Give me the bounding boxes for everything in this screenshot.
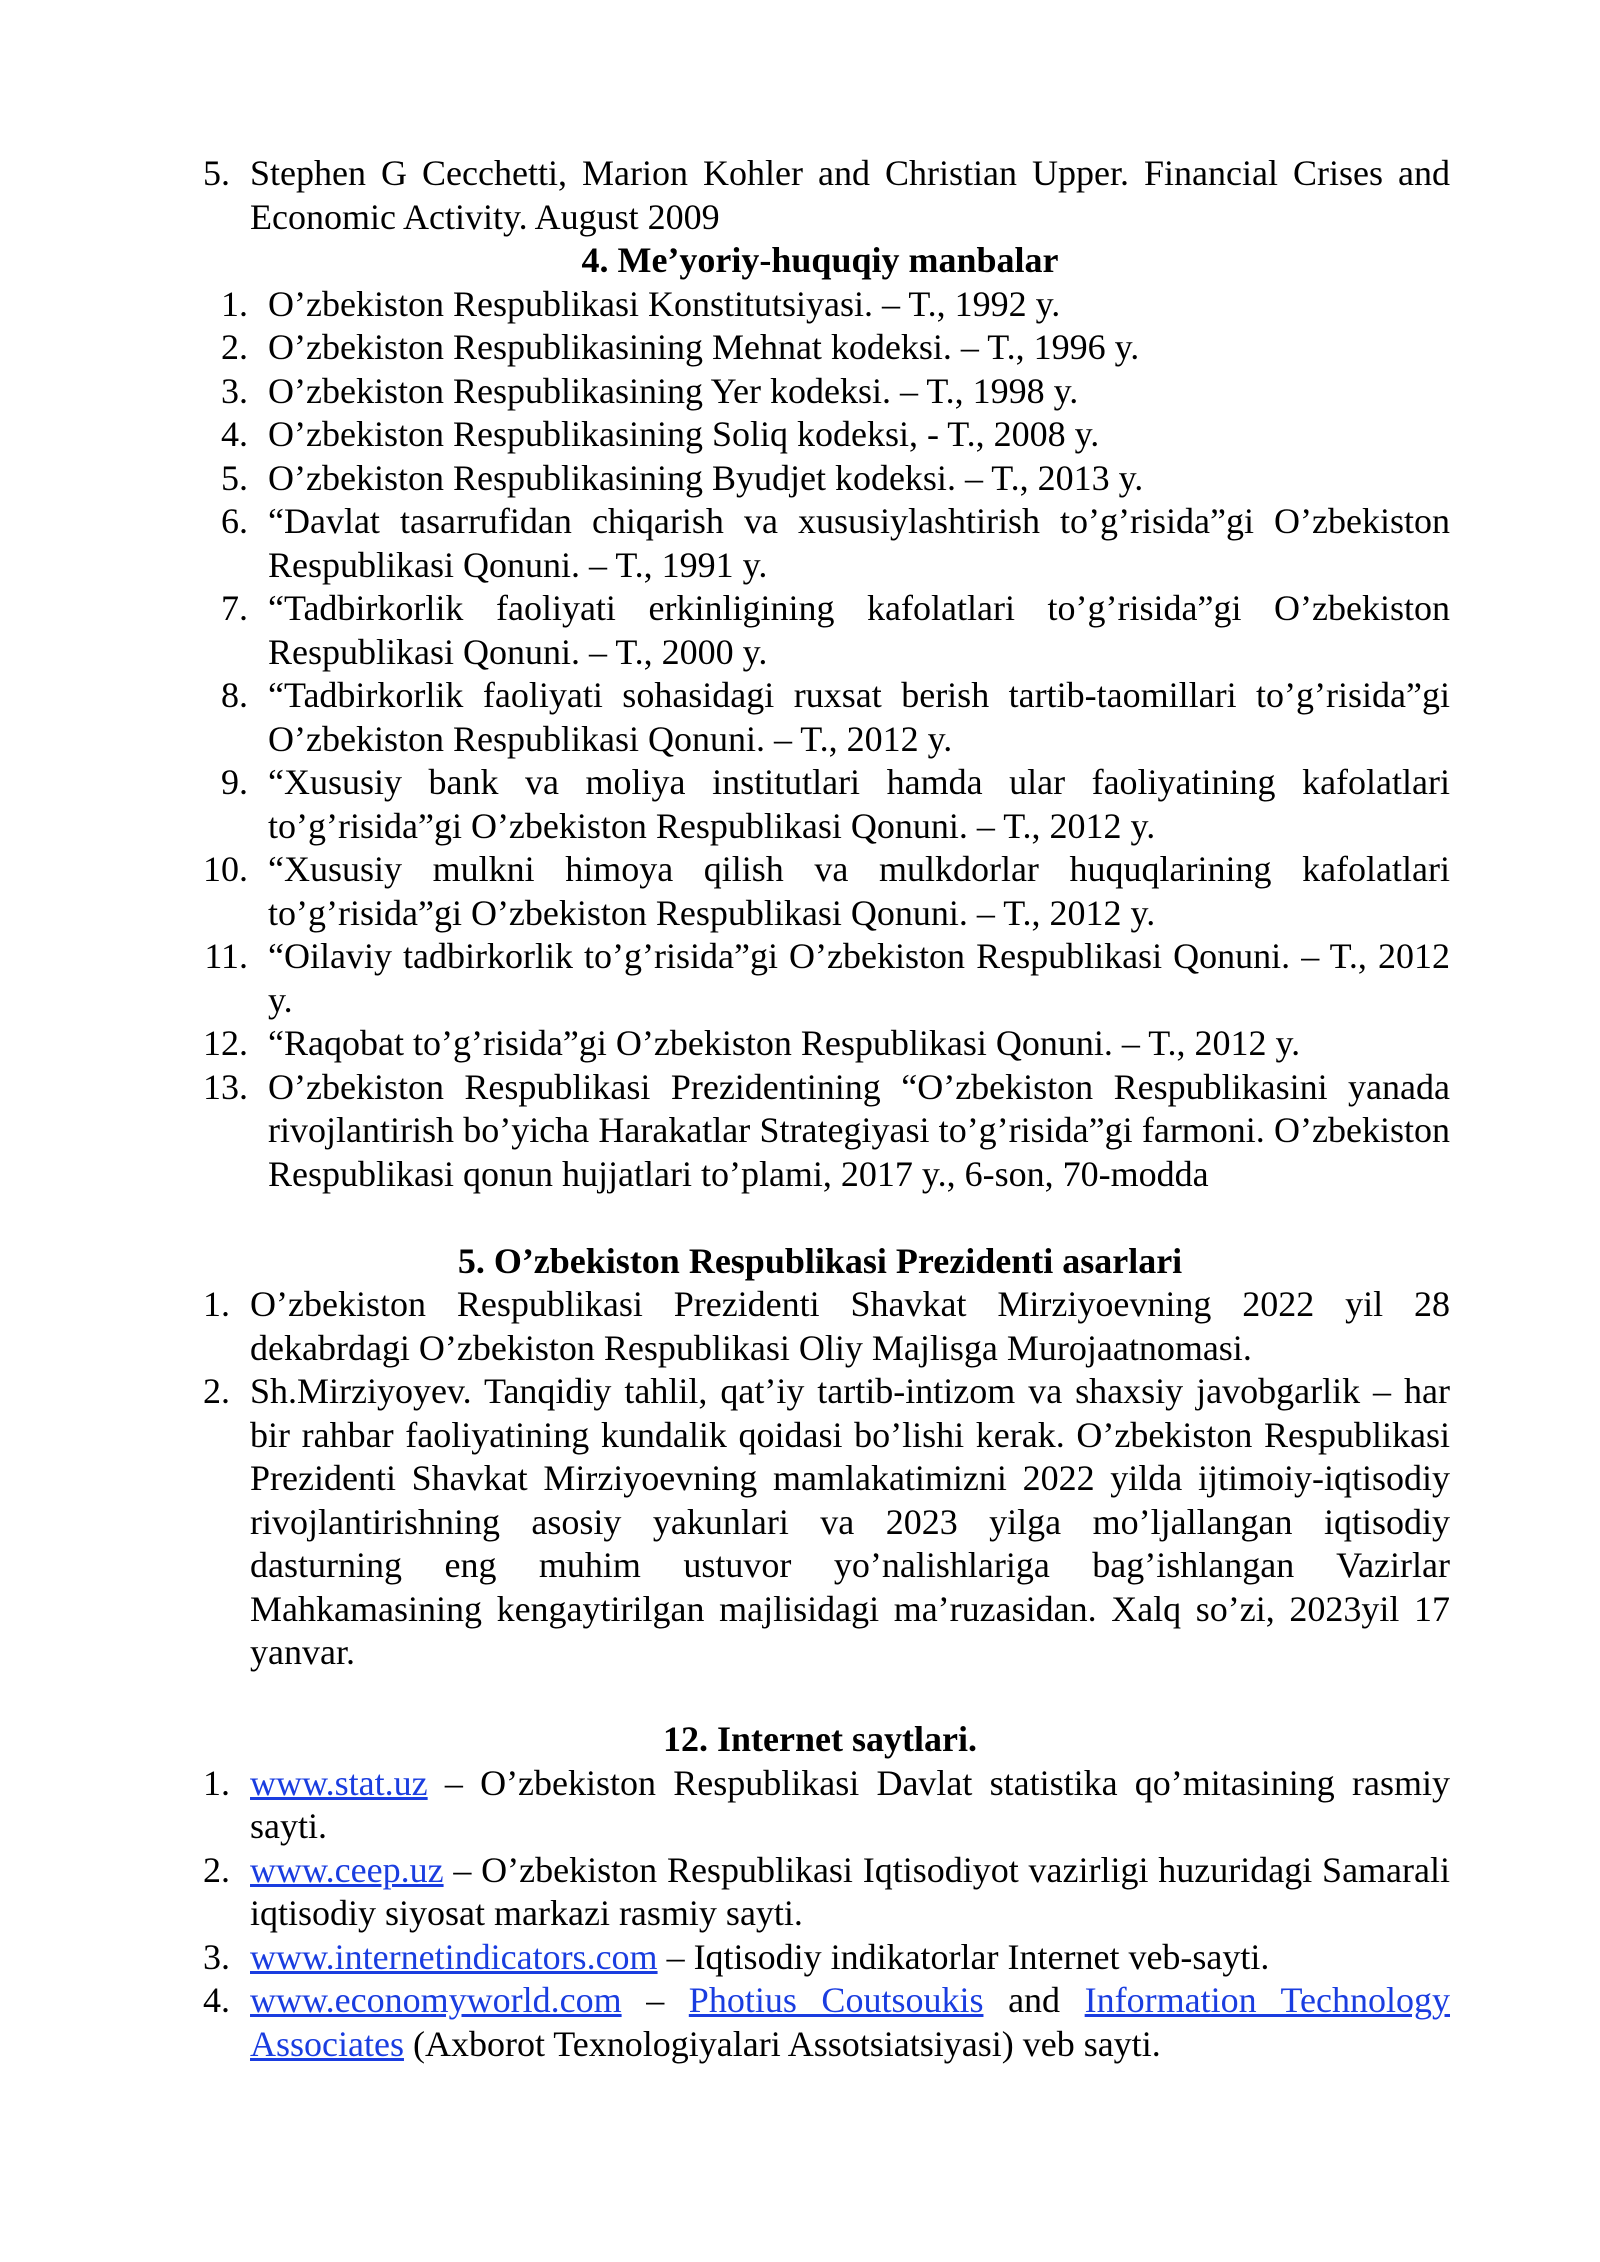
list-item xyxy=(190,1849,1450,1936)
list-number: 3. xyxy=(221,370,248,411)
list-number: 5. xyxy=(203,153,230,193)
list-item xyxy=(190,413,1450,457)
list-text: O’zbekiston Respublikasining Yer kodeksi. – T., 1998 y. xyxy=(268,370,1079,411)
list-item xyxy=(190,283,1450,327)
list-number: 9. xyxy=(221,762,248,802)
list-text: – O’zbekiston Respublikasi Iqtisodiyot vazirligi huzuridagi Samarali iqtisodiy siyosat markazi rasmiy sayti. xyxy=(250,1849,1450,1933)
list-text: Stephen G Cecchetti, Marion Kohler and Christian Upper. Financial Crises and Economic Activity. August 2009 xyxy=(250,153,1450,237)
spacer xyxy=(190,1196,1450,1240)
website-link[interactable]: www.ceep.uz xyxy=(250,1849,444,1890)
list-text: Sh.Mirziyoyev. Tanqidiy tahlil, qat’iy tartib-intizom va shaxsiy javobgarlik – har bir rahbar faoliyatining kundalik qoidasi bo’lishi kerak. O’zbekiston Respublikasi Prezidenti Shavkat Mirziyoevning mamlakatimizni 2022 yilda ijtimoiy-iqtisodiy rivojlantirishning asosiy yakunlari va 2023 yilga mo’ljallangan iqtisodiy dasturning eng muhim ustuvor yo’nalishlariga bag’ishlangan Vazirlar Mahkamasining kengaytirilgan majlisidagi ma’ruzasidan. Xalq so’zi, 2023yil 17 yanvar. xyxy=(250,1371,1450,1672)
list-number: 1. xyxy=(221,283,248,324)
list-number: 3. xyxy=(203,1936,230,1977)
list-text: O’zbekiston Respublikasining Soliq kodeksi, - T., 2008 y. xyxy=(268,414,1100,454)
list-item xyxy=(190,326,1450,370)
list-item xyxy=(190,587,1450,674)
list-text: O’zbekiston Respublikasi Prezidenti Shavkat Mirziyoevning 2022 yil 28 dekabrdagi O’zbekiston Respublikasi Oliy Majlisga Murojaatnomasi. xyxy=(250,1284,1450,1368)
list-text: O’zbekiston Respublikasi Prezidentining “O’zbekiston Respublikasini yanada rivojlantirish bo’yicha Harakatlar Strategiyasi to’g’risida”gi farmoni. O’zbekiston Respublikasi qonun hujjatlari to’plami, 2017 y., 6-son, 70-modda xyxy=(268,1066,1450,1194)
author-link[interactable]: Photius Coutsoukis xyxy=(688,1980,984,2020)
list-text: “Xususiy mulkni himoya qilish va mulkdorlar huquqlarining kafolatlari to’g’risida”gi O’zbekiston Respublikasi Qonuni. – T., 2012 y. xyxy=(268,849,1450,933)
list-number: 10. xyxy=(203,849,248,889)
list-number: 2. xyxy=(203,1371,230,1411)
list-item xyxy=(190,1370,1450,1675)
list-text: – O’zbekiston Respublikasi Davlat statistika qo’mitasining rasmiy sayti. xyxy=(250,1762,1450,1846)
list-item xyxy=(190,500,1450,587)
list-item xyxy=(190,1283,1450,1370)
list-text: “Tadbirkorlik faoliyati erkinligining kafolatlari to’g’risida”gi O’zbekiston Respublikasi Qonuni. – T., 2000 y. xyxy=(268,588,1450,672)
list-item xyxy=(190,1022,1450,1066)
list-item xyxy=(190,370,1450,414)
list-number: 2. xyxy=(221,327,248,367)
list-text: O’zbekiston Respublikasining Mehnat kodeksi. – T., 1996 y. xyxy=(268,327,1140,367)
list-number: 5. xyxy=(221,457,248,498)
list-number: 6. xyxy=(221,501,248,541)
list-number: 8. xyxy=(221,675,248,715)
list-item xyxy=(190,152,1450,239)
section-heading: 4. Me’yoriy-huquqiy manbalar xyxy=(581,240,1059,280)
list-text: “Tadbirkorlik faoliyati sohasidagi ruxsat berish tartib-taomillari to’g’risida”gi O’zbekiston Respublikasi Qonuni. – T., 2012 y. xyxy=(268,675,1450,759)
list-number: 11. xyxy=(204,936,248,976)
list-text: “Oilaviy tadbirkorlik to’g’risida”gi O’zbekiston Respublikasi Qonuni. – T., 2012 y. xyxy=(268,936,1450,1020)
list-text: “Davlat tasarrufidan chiqarish va xususiylashtirish to’g’risida”gi O’zbekiston Respublikasi Qonuni. – T., 1991 y. xyxy=(268,501,1450,585)
list-number: 12. xyxy=(203,1023,248,1063)
list-number: 13. xyxy=(203,1066,248,1107)
list-item xyxy=(190,1762,1450,1849)
list-item xyxy=(190,674,1450,761)
website-link[interactable]: www.economyworld.com xyxy=(250,1980,622,2020)
list-text: – Iqtisodiy indikatorlar Internet veb-sayti. xyxy=(657,1936,1270,1977)
list-number: 4. xyxy=(203,1980,230,2020)
list-item xyxy=(190,848,1450,935)
section-heading: 12. Internet saytlari. xyxy=(663,1719,977,1759)
list-text: “Raqobat to’g’risida”gi O’zbekiston Respublikasi Qonuni. – T., 2012 y. xyxy=(268,1023,1301,1063)
list-number: 4. xyxy=(221,414,248,454)
separator-text: – xyxy=(621,1980,689,2020)
list-text: “Xususiy bank va moliya institutlari hamda ular faoliyatining kafolatlari to’g’risida”gi O’zbekiston Respublikasi Qonuni. – T., 2012 y. xyxy=(268,762,1450,846)
section-heading: 5. O’zbekiston Respublikasi Prezidenti asarlari xyxy=(457,1240,1183,1281)
page-content xyxy=(190,152,1450,2066)
list-number: 1. xyxy=(203,1762,230,1803)
list-text: O’zbekiston Respublikasining Byudjet kodeksi. – T., 2013 y. xyxy=(268,457,1144,498)
list-item xyxy=(190,457,1450,501)
list-text: (Axborot Texnologiyalari Assotsiatsiyasi) veb sayti. xyxy=(403,2023,1161,2064)
list-number: 1. xyxy=(203,1284,230,1324)
website-link[interactable]: www.stat.uz xyxy=(250,1762,428,1803)
list-item xyxy=(190,761,1450,848)
spacer xyxy=(190,1675,1450,1719)
list-item xyxy=(190,1936,1450,1980)
website-link[interactable]: www.internetindicators.com xyxy=(250,1936,658,1977)
list-item xyxy=(190,1066,1450,1197)
list-item xyxy=(190,935,1450,1022)
list-item xyxy=(190,1979,1450,2066)
separator-text: and xyxy=(983,1980,1085,2020)
list-text: O’zbekiston Respublikasi Konstitutsiyasi. – T., 1992 y. xyxy=(268,283,1061,324)
list-number: 2. xyxy=(203,1849,230,1890)
list-number: 7. xyxy=(221,588,248,628)
organization-link[interactable]: Information Technology Associates xyxy=(250,1980,1450,2064)
